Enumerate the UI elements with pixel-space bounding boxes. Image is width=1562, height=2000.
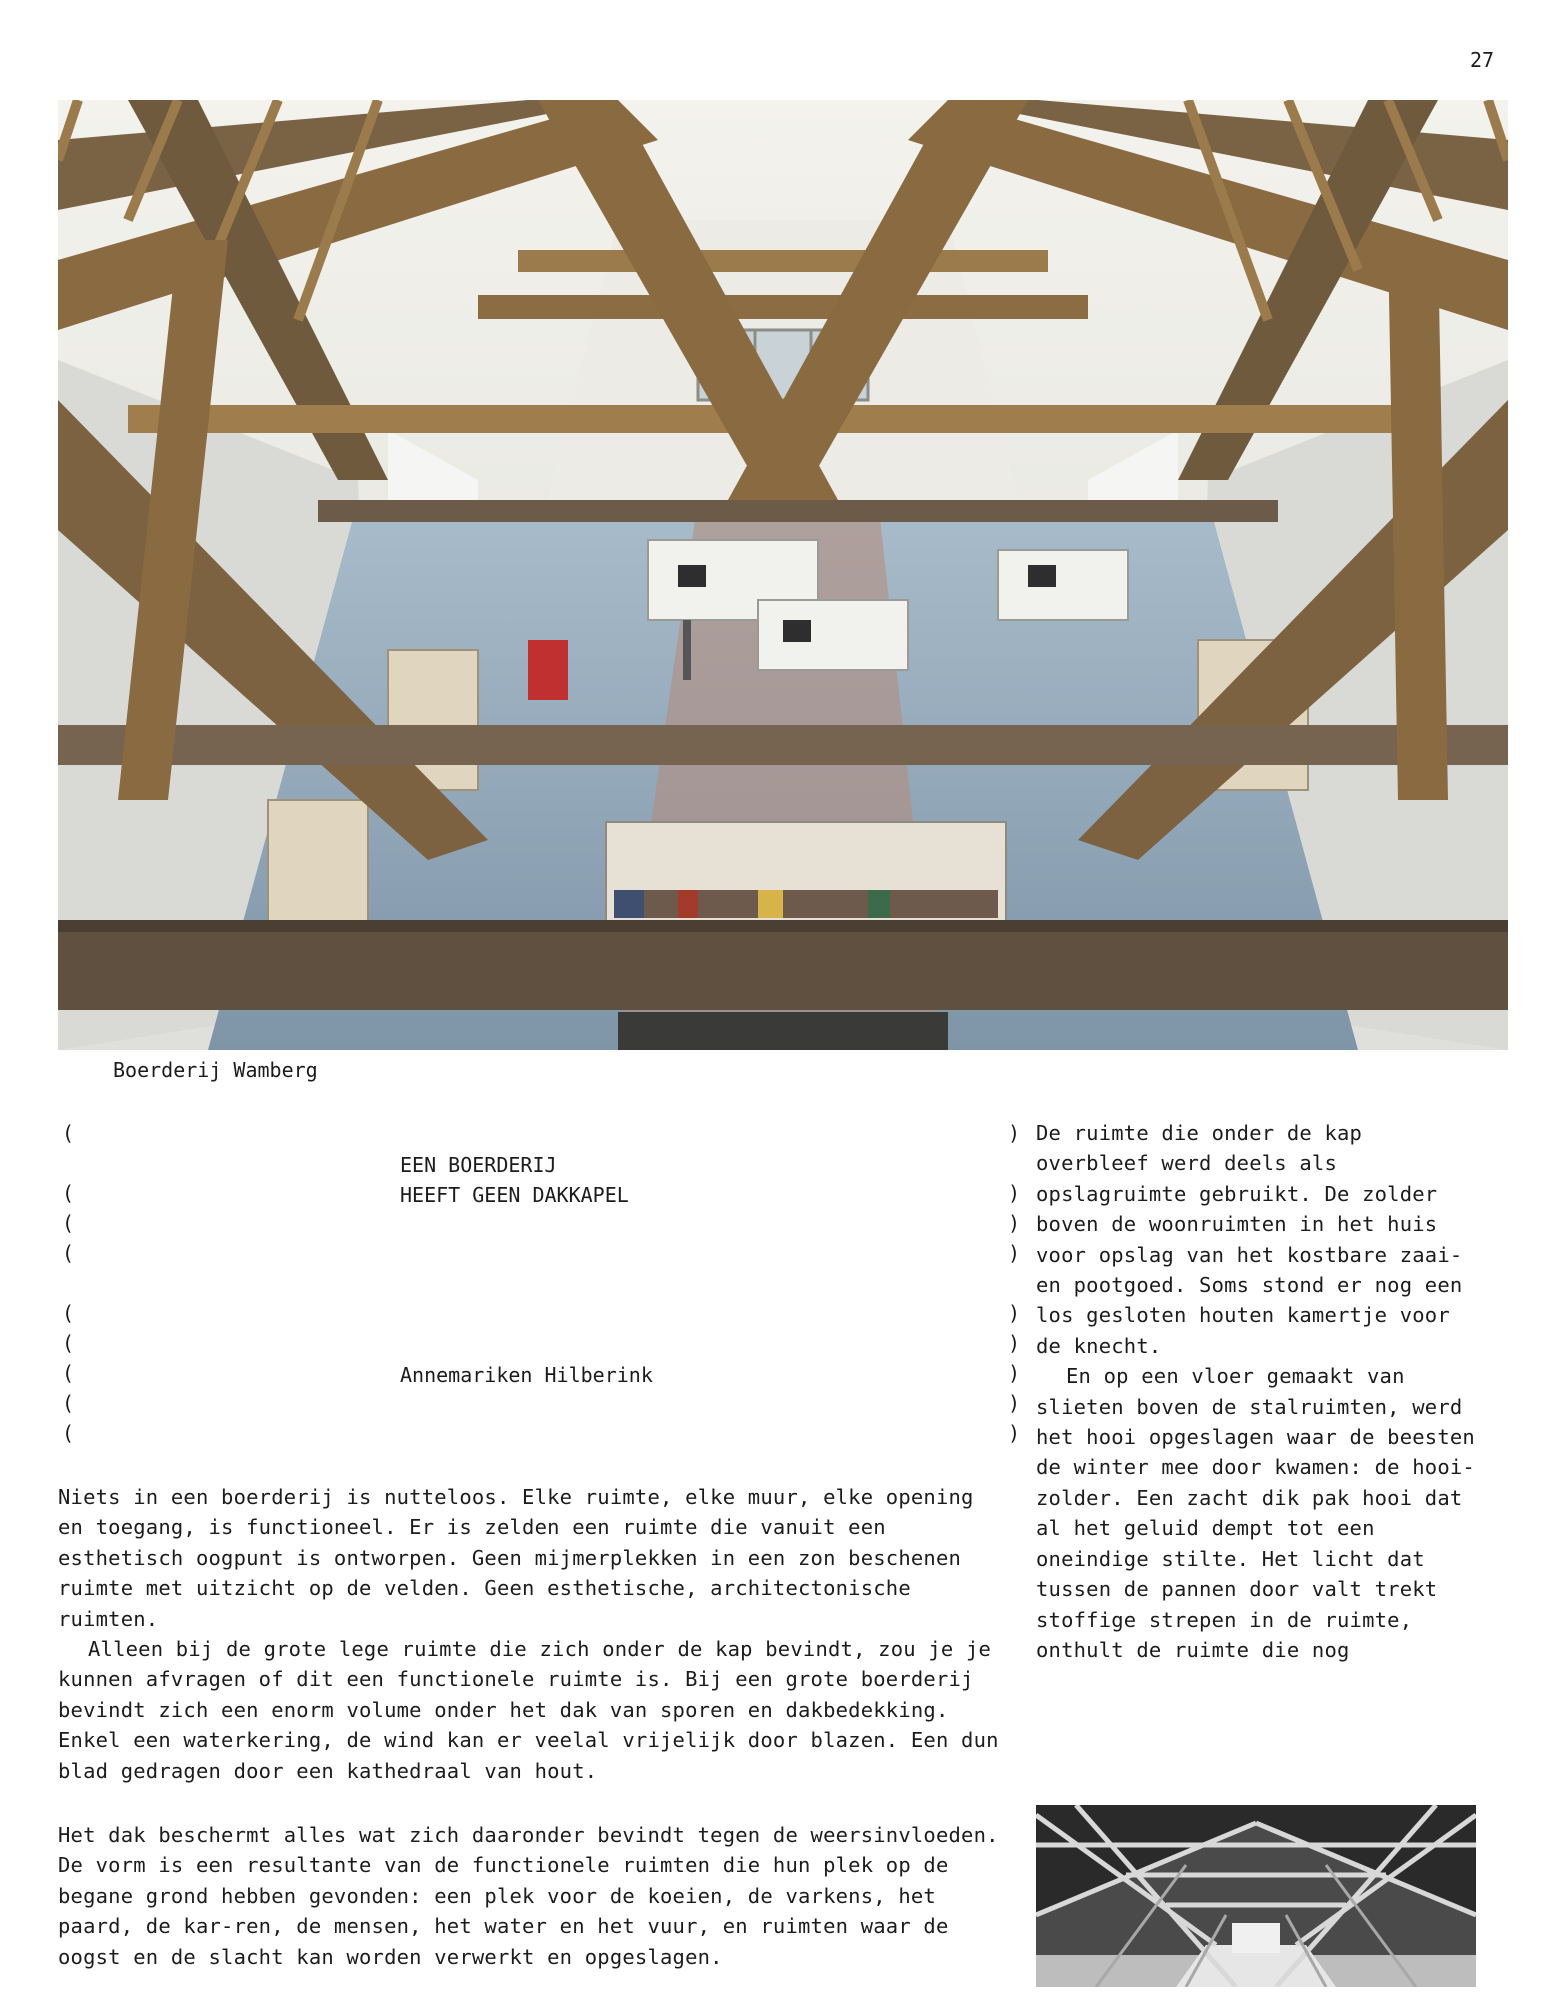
article-title <box>400 1150 629 1210</box>
paren-mark: ) <box>1008 1211 1021 1235</box>
paren-mark: ( <box>62 1331 75 1355</box>
body-paragraph: En op een vloer gemaakt van slieten boven de stalruimten, werd het hooi opgeslagen waar de beesten de winter mee door kwamen: de hooi-zolder. Een zacht dik pak hooi dat al het geluid dempt tot een oneindige stilte. Het licht dat tussen de pannen door valt trekt stoffige strepen in de ruimte, onthult de ruimte die nog <box>1036 1364 1475 1662</box>
paren-mark: ) <box>1008 1361 1021 1385</box>
paren-mark: ) <box>1008 1421 1021 1445</box>
article-title-line: EEN BOERDERIJ <box>400 1153 557 1177</box>
paren-mark <box>62 1268 74 1298</box>
paren-mark: ( <box>62 1361 75 1385</box>
paren-mark: ( <box>62 1181 75 1205</box>
body-paragraph: De ruimte die onder de kap overbleef werd deels als opslagruimte gebruikt. De zolder boven de woonruimten in het huis voor opslag van het kostbare zaai- en pootgoed. Soms stond er nog een los gesloten houten kamertje voor de knecht. <box>1036 1121 1463 1358</box>
paren-mark: ( <box>62 1241 75 1265</box>
paren-mark: ) <box>1008 1241 1021 1265</box>
paren-mark: ( <box>62 1301 75 1325</box>
right-body-column <box>1036 1118 1476 1665</box>
article-title-line: HEEFT GEEN DAKKAPEL <box>400 1183 629 1207</box>
body-paragraph: Alleen bij de grote lege ruimte die zich onder de kap bevindt, zou je je kunnen afvragen of dit een functionele ruimte is. Bij een grote boerderij bevindt zich een enorm volume onder het dak van sporen en dakbedekking. Enkel een waterkering, de wind kan er veelal vrijelijk door blazen. Een dun blad gedragen door een kathedraal van hout. <box>58 1637 999 1783</box>
paren-mark: ) <box>1008 1331 1021 1355</box>
paren-mark: ( <box>62 1421 75 1445</box>
page-number: 27 <box>1470 48 1495 72</box>
paren-mark: ( <box>62 1391 75 1415</box>
paren-mark <box>1008 1268 1020 1298</box>
paren-mark: ) <box>1008 1301 1021 1325</box>
paren-mark: ( <box>62 1211 75 1235</box>
left-body-column <box>58 1482 1008 1972</box>
paren-mark: ( <box>62 1121 75 1145</box>
paren-mark <box>62 1148 74 1178</box>
left-parenthesis-column <box>62 1118 74 1448</box>
right-parenthesis-column <box>1008 1118 1020 1448</box>
paren-mark <box>1008 1148 1020 1178</box>
paren-mark: ) <box>1008 1391 1021 1415</box>
attic-photo <box>1036 1805 1476 1987</box>
author-name: Annemariken Hilberink <box>400 1363 653 1387</box>
body-paragraph: Niets in een boerderij is nutteloos. Elke ruimte, elke muur, elke opening en toegang, is functioneel. Er is zelden een ruimte die vanuit een esthetisch oogpunt is ontworpen. Geen mijmerplekken in een zon beschenen ruimte met uitzicht op de velden. Geen esthetische, architectonische ruimten. <box>58 1485 974 1631</box>
main-photo-barn-interior <box>58 100 1508 1050</box>
paren-mark: ) <box>1008 1121 1021 1145</box>
photo-caption: Boerderij Wamberg <box>113 1058 318 1082</box>
paren-mark: ) <box>1008 1181 1021 1205</box>
body-paragraph: Het dak beschermt alles wat zich daaronder bevindt tegen de weersinvloeden. De vorm is een resultante van de functionele ruimten die hun plek op de begane grond hebben gevonden: een plek voor de koeien, de varkens, het paard, de kar-ren, de mensen, het water en het vuur, en ruimten waar de oogst en de slacht kan worden verwerkt en opgeslagen. <box>58 1823 999 1969</box>
